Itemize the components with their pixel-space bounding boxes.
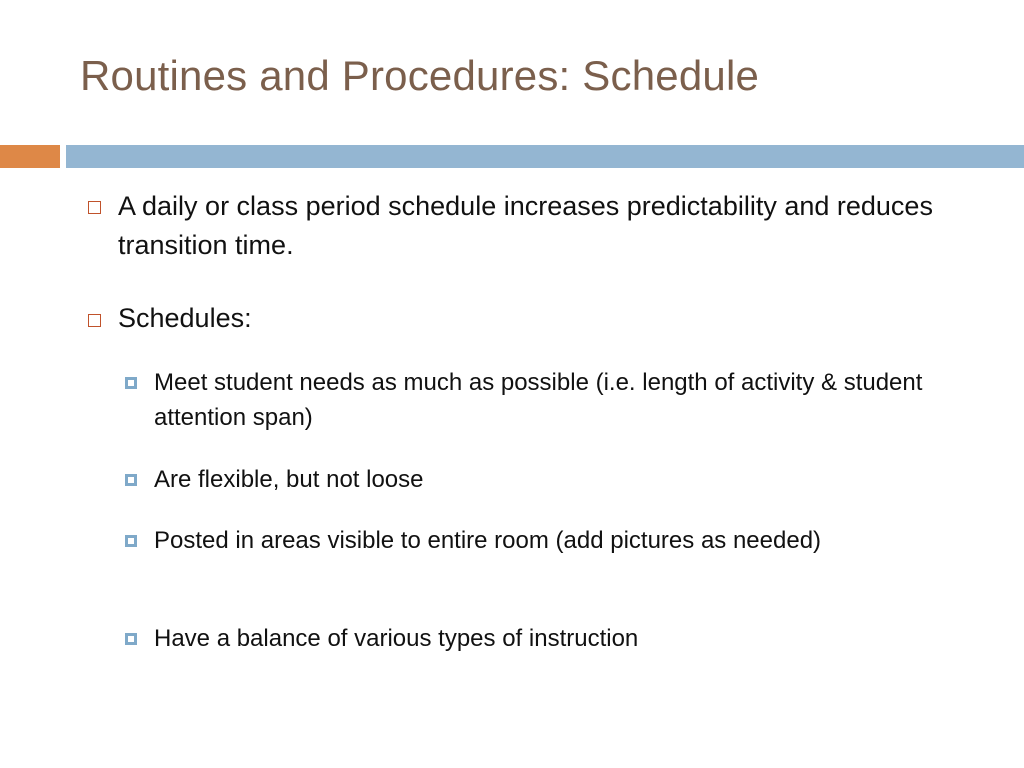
sub-bullet-icon bbox=[125, 377, 137, 389]
sub-bullet-icon bbox=[125, 474, 137, 486]
sub-bullet-item: Meet student needs as much as possible (i.e. length of activity & student attention span) bbox=[154, 369, 923, 431]
sub-bullet-item: Have a balance of various types of instruction bbox=[154, 625, 639, 652]
sub-bullet-icon bbox=[125, 535, 137, 547]
bullet-item: Schedules: bbox=[118, 303, 252, 333]
sub-bullet-item: Are flexible, but not loose bbox=[154, 466, 424, 493]
square-bullet-icon bbox=[88, 314, 101, 327]
sub-bullet-item: Posted in areas visible to entire room (add pictures as needed) bbox=[154, 527, 822, 554]
slide-title: Routines and Procedures: Schedule bbox=[80, 52, 760, 99]
sub-bullet-icon bbox=[125, 633, 137, 645]
bullet-item: A daily or class period schedule increases predictability and reduces transition time. bbox=[118, 191, 933, 260]
square-bullet-icon bbox=[88, 201, 101, 214]
